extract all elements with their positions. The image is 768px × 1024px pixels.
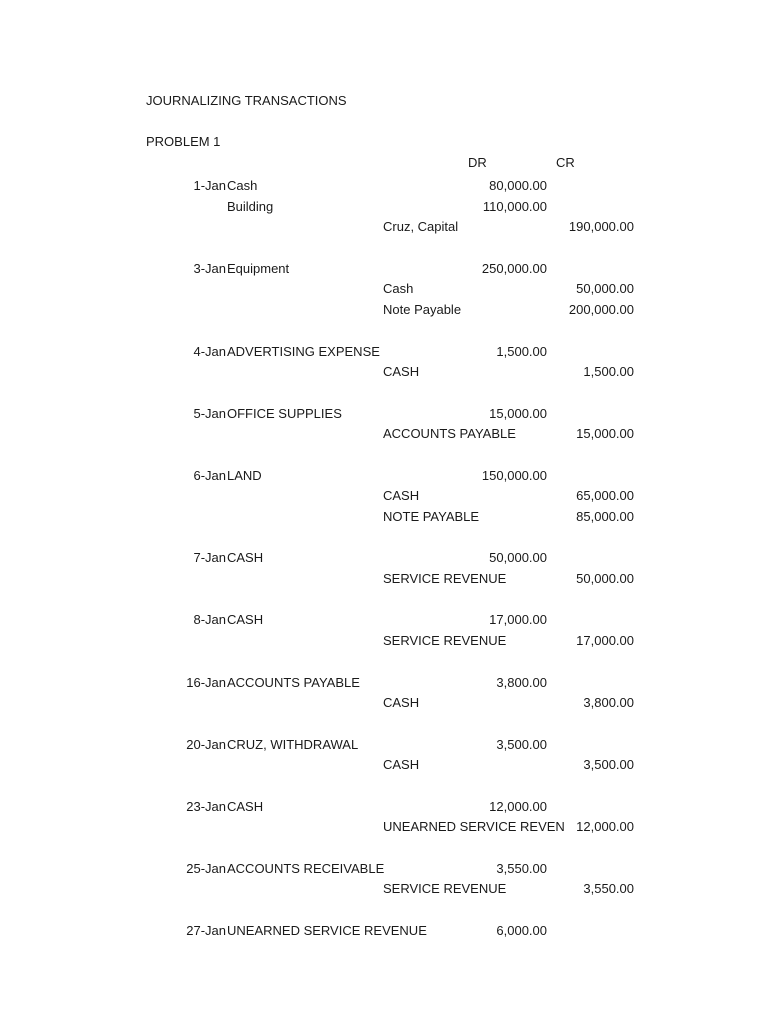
journal-line: [0, 921, 768, 942]
entry-date: 25-Jan: [186, 860, 226, 876]
entry-date: 4-Jan: [193, 343, 226, 359]
journal-line: [0, 362, 768, 383]
credit-amount: 3,500.00: [583, 757, 634, 773]
journal-entries: [0, 176, 768, 962]
journal-line: [0, 548, 768, 569]
debit-amount: 15,000.00: [489, 405, 547, 421]
journal-entry: [0, 259, 768, 321]
credit-amount: 50,000.00: [576, 281, 634, 297]
journal-line: [0, 404, 768, 425]
entry-date: 3-Jan: [193, 260, 226, 276]
entry-date: 5-Jan: [193, 405, 226, 421]
journal-line: [0, 735, 768, 756]
debit-account: CASH: [227, 550, 264, 566]
debit-account: CASH: [227, 798, 264, 814]
debit-amount: 6,000.00: [496, 922, 547, 938]
credit-amount: 85,000.00: [576, 509, 634, 524]
journal-entry: [0, 342, 768, 383]
journal-line: [0, 300, 768, 321]
credit-account: UNEARNED SERVICE REVEN: [383, 819, 565, 835]
entry-date: 1-Jan: [193, 178, 226, 193]
debit-account: ACCOUNTS PAYABLE: [227, 674, 360, 690]
debit-account: ACCOUNTS RECEIVABLE: [227, 860, 385, 876]
credit-account: CASH: [383, 364, 420, 380]
journal-line: [0, 466, 768, 487]
debit-account: CRUZ, WITHDRAWAL: [227, 736, 359, 752]
credit-account: Cruz, Capital: [383, 219, 459, 235]
journal-entry: [0, 548, 768, 589]
journal-line: [0, 342, 768, 363]
credit-column-header: CR: [556, 155, 575, 170]
journal-entry: [0, 404, 768, 445]
debit-column-header: DR: [468, 155, 487, 170]
entry-date: 23-Jan: [186, 798, 226, 814]
journal-line: [0, 217, 768, 238]
credit-amount: 1,500.00: [583, 364, 634, 380]
credit-amount: 65,000.00: [576, 488, 634, 504]
debit-account: LAND: [227, 467, 262, 483]
debit-account: UNEARNED SERVICE REVENUE: [227, 922, 427, 938]
journal-line: [0, 507, 768, 528]
credit-account: SERVICE REVENUE: [383, 881, 507, 897]
entry-date: 7-Jan: [193, 550, 226, 566]
credit-account: CASH: [383, 488, 420, 504]
journal-line: [0, 569, 768, 590]
journal-line: [0, 673, 768, 694]
entry-date: 6-Jan: [193, 467, 226, 483]
debit-account: Building: [227, 198, 274, 214]
journal-line: [0, 486, 768, 507]
debit-account: CASH: [227, 612, 264, 628]
debit-account: OFFICE SUPPLIES: [227, 405, 342, 421]
journal-entry: [0, 797, 768, 838]
journal-line: [0, 631, 768, 652]
debit-amount: 3,500.00: [496, 736, 547, 752]
journal-line: [0, 176, 768, 197]
debit-amount: 3,800.00: [496, 674, 547, 690]
debit-amount: 110,000.00: [482, 198, 547, 214]
debit-amount: 150,000.00: [481, 467, 547, 483]
journal-line: [0, 755, 768, 776]
credit-account: ACCOUNTS PAYABLE: [383, 426, 516, 442]
debit-account: ADVERTISING EXPENSE: [227, 343, 380, 359]
credit-account: Cash: [383, 281, 414, 297]
credit-amount: 12,000.00: [576, 819, 634, 835]
journal-line: [0, 197, 768, 218]
credit-account: CASH: [383, 757, 420, 773]
journal-line: [0, 610, 768, 631]
entry-date: 20-Jan: [186, 736, 226, 752]
journal-line: [0, 259, 768, 280]
entry-date: 8-Jan: [193, 612, 226, 628]
credit-amount: 190,000.00: [568, 219, 634, 235]
credit-account: SERVICE REVENUE: [383, 571, 507, 587]
debit-account: Equipment: [227, 260, 290, 276]
debit-amount: 3,550.00: [496, 860, 547, 876]
journal-line: [0, 693, 768, 714]
journal-line: [0, 797, 768, 818]
journal-line: [0, 279, 768, 300]
credit-amount: 3,550.00: [583, 881, 634, 897]
credit-amount: 50,000.00: [576, 571, 634, 587]
journal-line: [0, 879, 768, 900]
credit-amount: 200,000.00: [568, 302, 634, 318]
journal-line: [0, 859, 768, 880]
journal-entry: [0, 673, 768, 714]
journal-entry: [0, 859, 768, 900]
journal-entry: [0, 466, 768, 528]
credit-account: NOTE PAYABLE: [383, 509, 480, 524]
journal-line: [0, 817, 768, 838]
credit-account: SERVICE REVENUE: [383, 633, 507, 649]
document-title: JOURNALIZING TRANSACTIONS: [146, 93, 347, 108]
credit-account: Note Payable: [383, 302, 462, 318]
journal-entry: [0, 610, 768, 651]
problem-heading: PROBLEM 1: [146, 134, 221, 149]
debit-amount: 12,000.00: [489, 798, 547, 814]
credit-amount: 17,000.00: [576, 633, 634, 649]
entry-date: 27-Jan: [186, 922, 226, 938]
credit-amount: 15,000.00: [576, 426, 634, 442]
debit-amount: 17,000.00: [489, 612, 547, 628]
debit-amount: 250,000.00: [481, 260, 547, 276]
debit-amount: 1,500.00: [496, 343, 547, 359]
journal-line: [0, 424, 768, 445]
entry-date: 16-Jan: [186, 674, 226, 690]
credit-amount: 3,800.00: [583, 695, 634, 711]
debit-account: Cash: [227, 178, 258, 193]
journal-entry: [0, 176, 768, 238]
credit-account: CASH: [383, 695, 420, 711]
debit-amount: 50,000.00: [489, 550, 547, 566]
journal-entry: [0, 735, 768, 776]
journal-entry: [0, 921, 768, 942]
debit-amount: 80,000.00: [489, 178, 547, 193]
